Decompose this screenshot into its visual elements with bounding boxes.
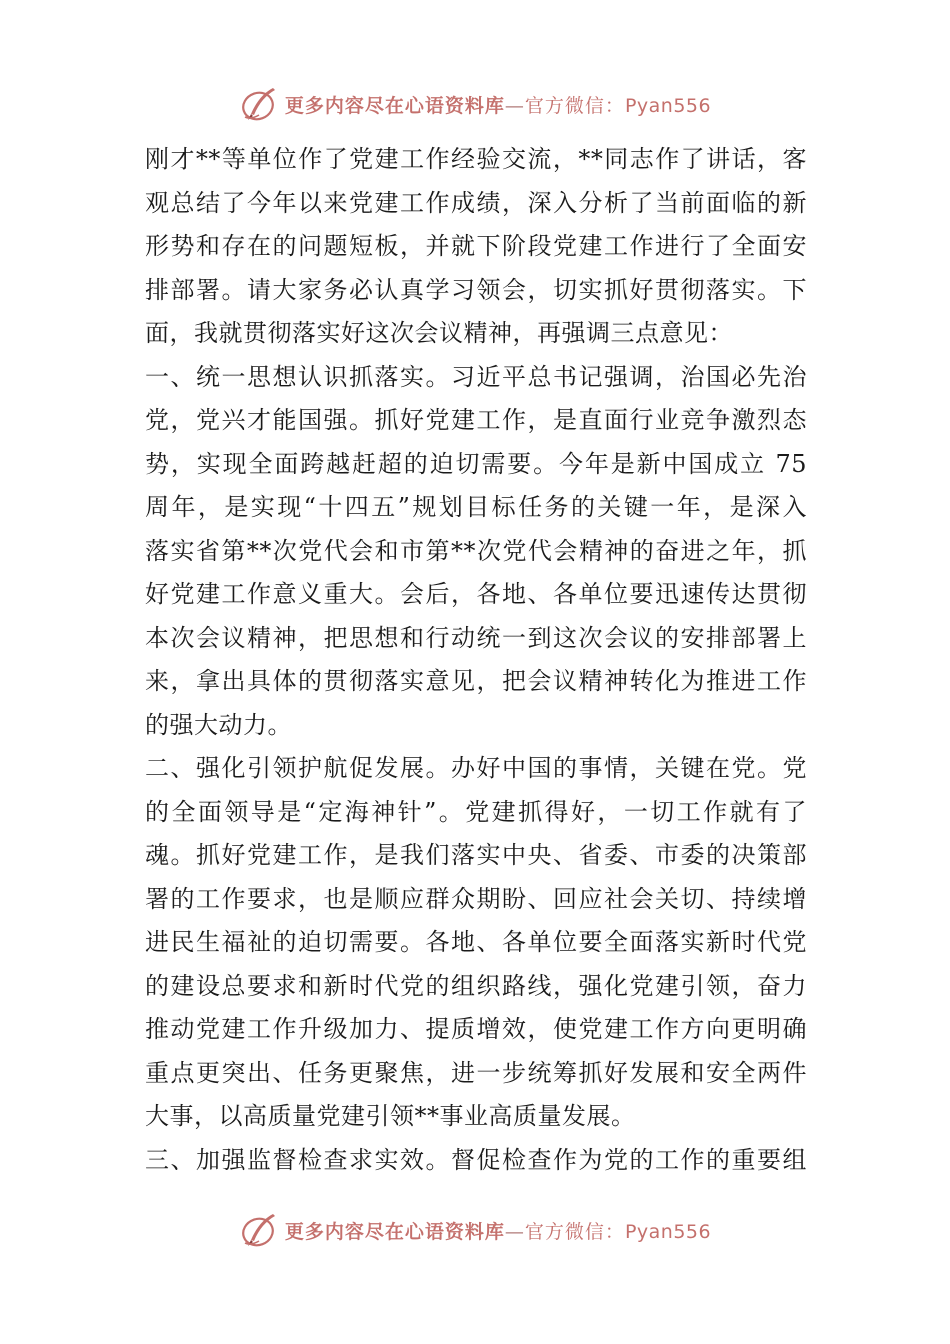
- text-line: 刚才**等单位作了党建工作经验交流，**同志作了讲话，客: [145, 145, 807, 173]
- text-line: 本次会议精神，把思想和行动统一到这次会议的安排部署上: [145, 623, 807, 652]
- text-line: 的建设总要求和新时代党的组织路线，强化党建引领，奋力: [145, 971, 807, 1000]
- text-line: 的全面领导是“定海神针”。党建抓得好，一切工作就有了: [145, 797, 807, 826]
- text-line: 进民生福祉的迫切需要。各地、各单位要全面落实新时代党: [145, 928, 807, 956]
- text-line: 排部署。请大家务必认真学习领会，切实抓好贯彻落实。下: [145, 275, 807, 304]
- watermark-id: Pyan556: [624, 1220, 712, 1243]
- text-line: 推动党建工作升级加力、提质增效，使党建工作方向更明确: [145, 1015, 807, 1043]
- text-line: 来，拿出具体的贯彻落实意见，把会议精神转化为推进工作: [145, 667, 807, 695]
- text-line: 面，我就贯彻落实好这次会议精神，再强调三点意见：: [145, 319, 733, 347]
- watermark-label: 官方微信：: [524, 94, 625, 117]
- text-line: 势，实现全面跨越赶超的迫切需要。今年是新中国成立 75: [145, 449, 807, 478]
- text-line: 二、强化引领护航促发展。办好中国的事情，关键在党。党: [145, 754, 807, 782]
- footer-watermark: [0, 1208, 950, 1252]
- document-body: [145, 138, 807, 1182]
- quill-pen-logo-icon: [239, 1210, 279, 1250]
- watermark-text: [285, 1217, 711, 1244]
- paragraph: [145, 1139, 807, 1183]
- text-line: 的强大动力。: [145, 710, 292, 739]
- text-line: 署的工作要求，也是顺应群众期盼、回应社会关切、持续增: [145, 884, 807, 913]
- text-line: 落实省第**次党代会和市第**次党代会精神的奋进之年，抓: [145, 536, 807, 565]
- text-line: 好党建工作意义重大。会后，各地、各单位要迅速传达贯彻: [145, 580, 807, 608]
- text-line: 一、统一思想认识抓落实。习近平总书记强调，治国必先治: [145, 362, 807, 391]
- paragraph: [145, 138, 807, 356]
- quill-pen-logo-icon: [239, 84, 279, 124]
- text-line: 党，党兴才能国强。抓好党建工作，是直面行业竞争激烈态: [145, 406, 807, 434]
- watermark-separator: —: [504, 94, 525, 117]
- watermark-id: Pyan556: [624, 94, 712, 117]
- text-line: 三、加强监督检查求实效。督促检查作为党的工作的重要组: [145, 1145, 807, 1174]
- watermark-main: 更多内容尽在心语资料库: [284, 94, 505, 117]
- text-line: 观总结了今年以来党建工作成绩，深入分析了当前面临的新: [145, 188, 807, 217]
- paragraph: [145, 747, 807, 1139]
- watermark-text: [285, 91, 711, 118]
- watermark-label: 官方微信：: [524, 1220, 625, 1243]
- text-line: 周年，是实现“十四五”规划目标任务的关键一年，是深入: [145, 493, 807, 521]
- paragraph: [145, 356, 807, 748]
- text-line: 形势和存在的问题短板，并就下阶段党建工作进行了全面安: [145, 232, 807, 260]
- text-line: 重点更突出、任务更聚焦，进一步统筹抓好发展和安全两件: [145, 1058, 807, 1087]
- watermark-main: 更多内容尽在心语资料库: [284, 1220, 505, 1243]
- watermark-separator: —: [504, 1220, 525, 1243]
- text-line: 大事，以高质量党建引领**事业高质量发展。: [145, 1102, 636, 1130]
- header-watermark: [0, 82, 950, 126]
- text-line: 魂。抓好党建工作，是我们落实中央、省委、市委的决策部: [145, 841, 807, 869]
